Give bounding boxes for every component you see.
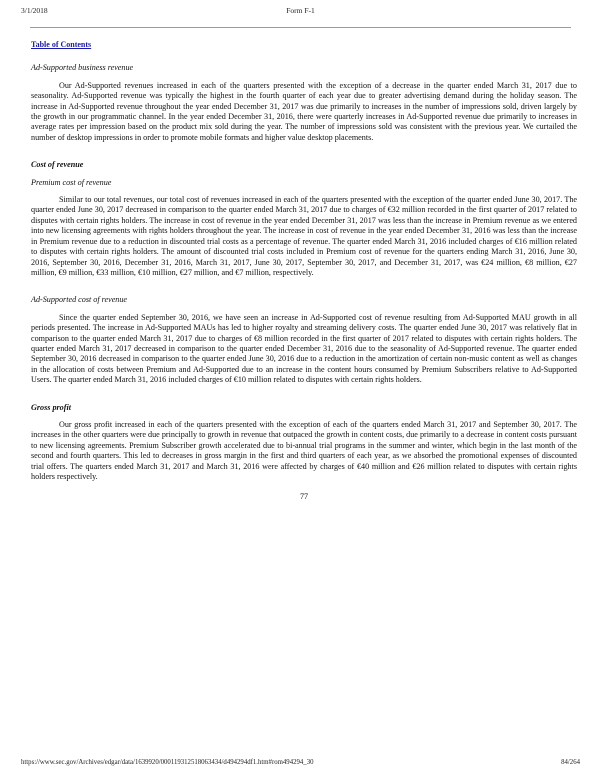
ad-supported-business-revenue-paragraph: Our Ad-Supported revenues increased in each of the quarters presented with the exception of a decrease in the quarter ended March 31, 2017 due to seasonality. Ad-Supported revenue was typically the highest in the fourth quarter of each year due to greater advertising demand during the holiday season. The increase in Ad-Supported revenue throughout the year ended December 31, 2017 was due primarily to increases in the number of impressions sold, driven largely by the growth in our programmatic channel. In the year ended December 31, 2016, there were quarterly increases in Ad-Supported revenue due primarily to increases in average rates per impression based on the product mix sold during the year. The number of impressions sold was consistent with the previous year. We curtailed the number of desktop impressions in order to promote mobile formats and higher value desktop placements. (31, 80, 577, 142)
cost-of-revenue-heading: Cost of revenue (31, 160, 84, 170)
print-page-count: 84/264 (561, 759, 580, 766)
source-url: https://www.sec.gov/Archives/edgar/data/1639920/000119312518063434/d494294df1.htm#rom494294_30 (21, 759, 314, 766)
document-title: Form F-1 (286, 6, 315, 15)
page-number: 77 (299, 492, 309, 502)
premium-cost-of-revenue-paragraph: Similar to our total revenues, our total cost of revenues increased in each of the quarters presented with the exception of the quarter ended June 30, 2017. The quarter ended June 30, 2017 decreased in comparison to the quarter ended March 31, 2017 due to charges of €32 million recorded in the first quarter of 2017 related to disputes with certain rights holders. The increase in cost of revenue in the year ended December 31, 2017 was less than the increase in Premium revenue as we entered into new licensing agreements with rights holders throughout the year. The increase in cost of revenue in the year ended December 31, 2016 was less than the increase in Premium revenue due to a reduction in discounted trial costs as a percentage of revenue. The quarter ended March 31, 2016 included charges of €16 million related to disputes with certain rights holders. The amount of discounted trial costs included in Premium cost of revenue for the quarters ending March 31, 2016, June 30, 2016, September 30, 2016, December 31, 2016, March 31, 2017, June 30, 2017, September 30, 2017, and December 31, 2017, was €24 million, €8 million, €27 million, €9 million, €33 million, €10 million, €27 million, and €7 million, respectively. (31, 195, 577, 277)
header-divider (30, 27, 571, 28)
ad-supported-cost-of-revenue-heading: Ad-Supported cost of revenue (31, 295, 128, 305)
ad-supported-business-revenue-heading: Ad-Supported business revenue (31, 63, 134, 73)
print-date: 3/1/2018 (21, 6, 48, 15)
document-page (31, 40, 577, 503)
premium-cost-of-revenue-heading: Premium cost of revenue (31, 177, 112, 187)
ad-supported-cost-of-revenue-paragraph: Since the quarter ended September 30, 2016, we have seen an increase in Ad-Supported cost of revenue resulting from Ad-Supported MAU growth in all periods presented. The increase in Ad-Supported MAUs has led to higher royalty and streaming delivery costs. The quarter ended June 30, 2017 was relatively flat in comparison to the quarter ended March 31, 2017 due to charges of €8 million recorded in the first quarter of 2017 related to disputes with certain rights holders. The quarter ended March 31, 2017 decreased in comparison to the quarter ended December 31, 2016 due to the seasonality of Ad-Supported revenue. The quarter ended September 30, 2016 decreased in comparison to the quarter ended June 30, 2016 due to a reduction in the amortization of certain non-music content as well as changes in the allocation of costs between Premium and Ad-Supported due to an increase in the content hours consumed by Premium Subscribers relative to Ad-Supported Users. The quarter ended March 31, 2016 included charges of €10 million related to disputes with certain rights holders. (31, 312, 577, 385)
gross-profit-heading: Gross profit (31, 402, 71, 412)
gross-profit-paragraph: Our gross profit increased in each of the quarters presented with the exception of each of the quarters ended March 31, 2017 and September 30, 2017. The increases in the other quarters were due principally to growth in revenue that outpaced the growth in content costs, due primarily to a decrease in content costs pursuant to new licensing agreements. Premium Subscriber growth accelerated due to bi-annual trial programs in the summer and winter, which begin in the last month of the second and fourth quarters. This led to decreases in gross margin in the first and third quarters of each year, as we absorbed the promotional expenses of discounted trial offers. The quarters ended March 31, 2017 and March 31, 2016 were affected by charges of €40 million and €26 million related to disputes with certain rights holders respectively. (31, 419, 577, 481)
table-of-contents-link[interactable]: Table of Contents (31, 40, 92, 49)
print-header (21, 4, 580, 18)
